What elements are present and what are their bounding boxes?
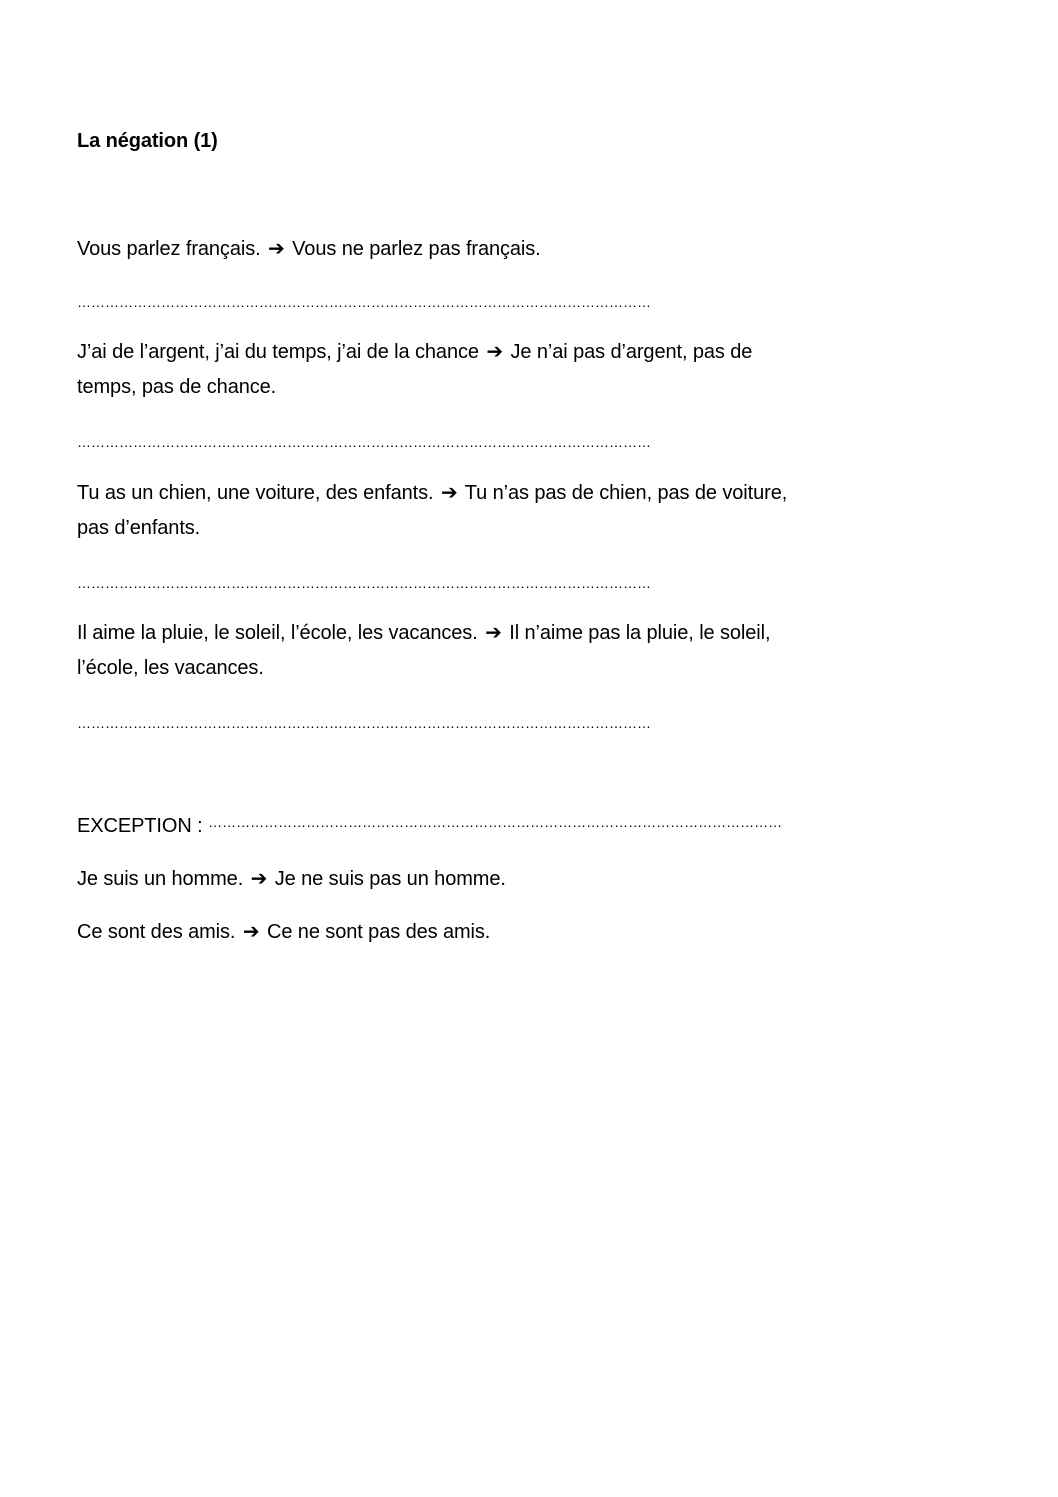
arrow-icon: ➔ [486,341,504,363]
answer-line-3: …………………………………………………………………………………………………………… [77,575,651,591]
example-4-negative: Il n’aime pas la pluie, le soleil, [509,622,771,644]
answer-line-1: …………………………………………………………………………………………………………… [77,294,651,310]
example-1-negative: Vous ne parlez pas français. [292,238,541,260]
example-4-line-1 [77,616,770,651]
exception-answer-line: …………………………………………………………………………………………………………… [208,814,783,830]
example-2-line-2: temps, pas de chance. [77,376,277,398]
answer-line-4: …………………………………………………………………………………………………………… [77,715,651,731]
exception-example-2 [77,915,490,950]
exception-line [77,809,872,844]
page-title: La négation (1) [77,130,218,152]
exception-example-2-affirmative: Ce sont des amis. [77,921,236,943]
answer-line-2: …………………………………………………………………………………………………………… [77,434,651,450]
arrow-icon: ➔ [485,622,502,644]
example-1-affirmative: Vous parlez français. [77,238,261,260]
example-4-line-2: l’école, les vacances. [77,657,264,679]
exception-example-2-negative: Ce ne sont pas des amis. [266,921,491,943]
exception-example-1-affirmative: Je suis un homme. [77,868,244,890]
arrow-icon: ➔ [440,482,458,504]
example-1-line-1 [77,232,541,267]
example-3-affirmative: Tu as un chien, une voiture, des enfants. [77,482,434,504]
example-3-line-2: pas d’enfants. [77,517,201,539]
example-4-affirmative: Il aime la pluie, le soleil, l’école, les vacances. [77,622,478,644]
arrow-icon: ➔ [242,921,260,943]
example-2-negative: Je n’ai pas d’argent, pas de [510,341,753,363]
exception-example-1-negative: Je ne suis pas un homme. [274,868,506,890]
example-2-affirmative: J’ai de l’argent, j’ai du temps, j’ai de la chance [77,341,479,363]
arrow-icon: ➔ [250,868,268,890]
exception-label: EXCEPTION : [77,815,203,837]
example-3-line-1 [77,476,787,511]
example-3-negative: Tu n’as pas de chien, pas de voiture, [464,482,788,504]
exception-example-1 [77,862,506,897]
example-2-line-1 [77,335,752,370]
arrow-icon: ➔ [268,238,285,260]
